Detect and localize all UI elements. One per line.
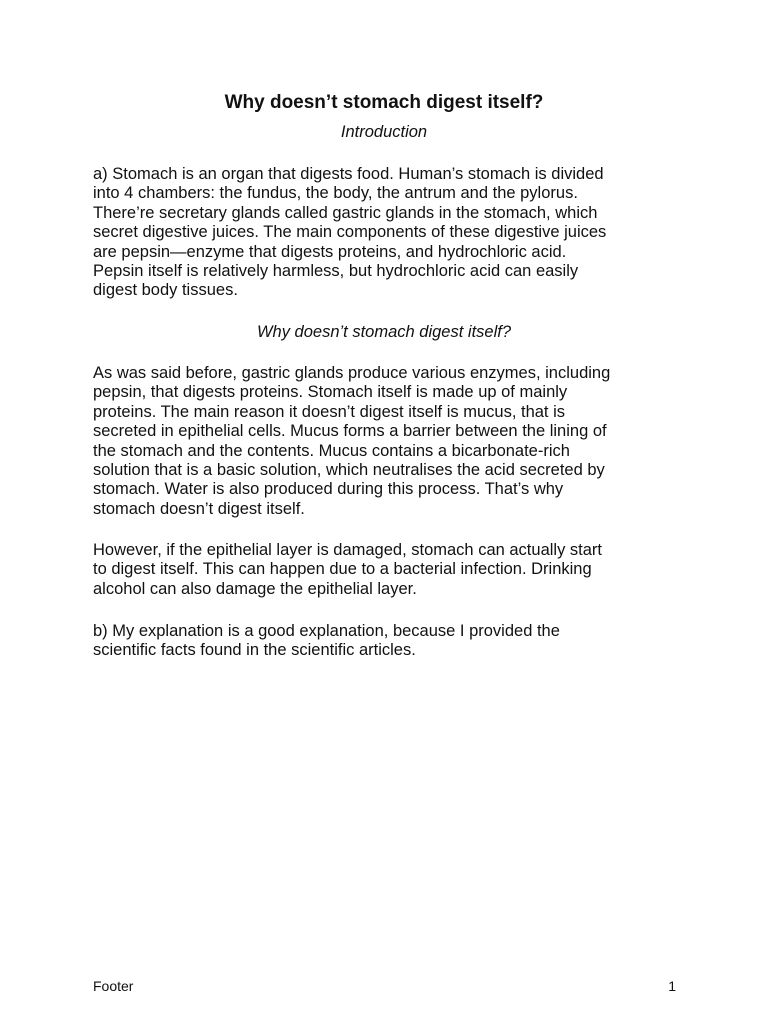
text-line: secret digestive juices. The main components of these digestive juices <box>93 223 607 242</box>
footer-label: Footer <box>93 978 134 994</box>
text-line: solution that is a basic solution, which neutralises the acid secreted by <box>93 461 605 480</box>
text-line: are pepsin—enzyme that digests proteins, and hydrochloric acid. <box>93 242 567 261</box>
introduction-heading: Introduction <box>340 123 428 141</box>
text-line: the stomach and the contents. Mucus contains a bicarbonate-rich <box>93 441 570 460</box>
text-line: However, if the epithelial layer is damaged, stomach can actually start <box>93 541 603 559</box>
paragraph-a <box>93 165 693 301</box>
document-title: Why doesn’t stomach digest itself? <box>224 92 544 113</box>
text-line: Pepsin itself is relatively harmless, but hydrochloric acid can easily <box>93 262 579 281</box>
text-line: digest body tissues. <box>93 281 238 300</box>
text-line: proteins. The main reason it doesn’t digest itself is mucus, that is <box>93 402 566 421</box>
text-line: stomach doesn’t digest itself. <box>93 499 305 518</box>
text-line: pepsin, that digests proteins. Stomach itself is made up of mainly <box>93 383 568 402</box>
text-line: a) Stomach is an organ that digests food. Human’s stomach is divided <box>93 165 604 183</box>
page-number: 1 <box>668 978 676 994</box>
section-heading: Why doesn’t stomach digest itself? <box>256 323 512 341</box>
text-line: into 4 chambers: the fundus, the body, the antrum and the pylorus. <box>93 184 578 203</box>
paragraph-b <box>93 622 693 661</box>
text-line: secreted in epithelial cells. Mucus forms a barrier between the lining of <box>93 422 607 441</box>
text-line: alcohol can also damage the epithelial layer. <box>93 579 417 598</box>
text-line: scientific facts found in the scientific articles. <box>93 641 416 660</box>
text-line: There’re secretary glands called gastric glands in the stomach, which <box>93 203 598 222</box>
paragraph-damage <box>93 541 693 599</box>
paragraph-mucus <box>93 364 693 519</box>
text-line: As was said before, gastric glands produce various enzymes, including <box>93 364 611 382</box>
text-line: b) My explanation is a good explanation, because I provided the <box>93 622 560 640</box>
text-line: stomach. Water is also produced during this process. That’s why <box>93 480 564 499</box>
text-line: to digest itself. This can happen due to a bacterial infection. Drinking <box>93 560 592 579</box>
